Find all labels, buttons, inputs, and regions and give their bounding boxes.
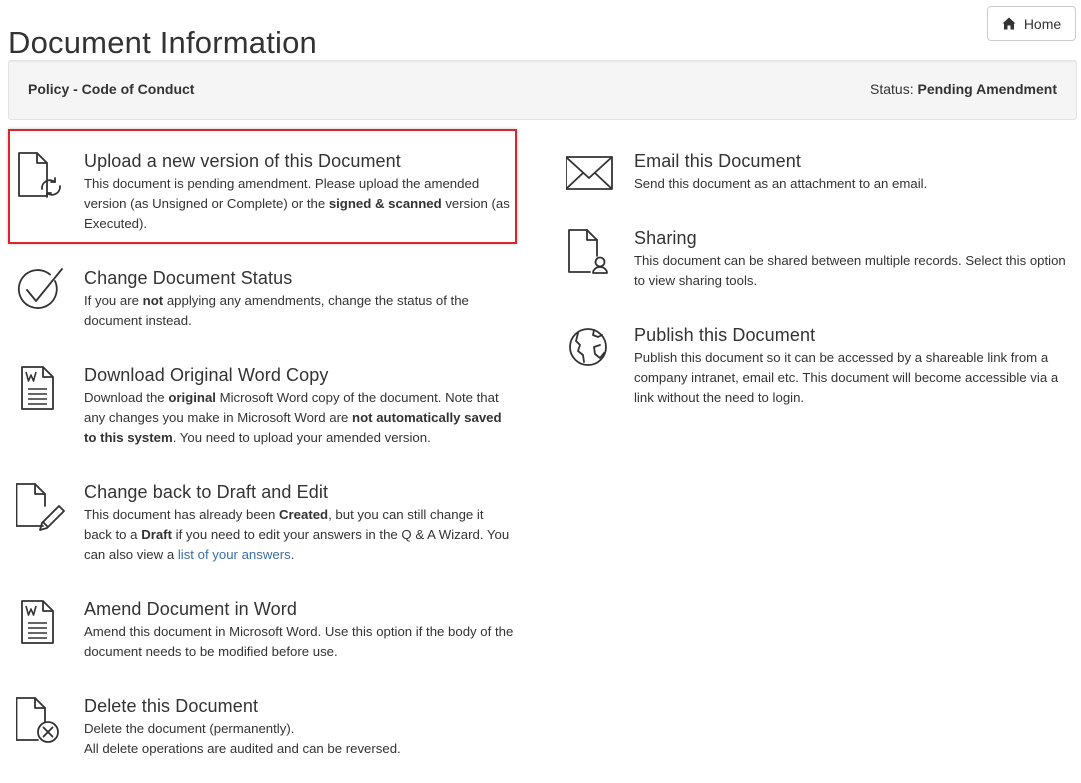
action-description: This document is pending amendment. Please upload the amended version (as Unsigned or Complete) or the signed & scanned version (as Executed).	[84, 176, 510, 231]
action-description: If you are not applying any amendments, change the status of the document instead.	[84, 293, 469, 328]
page-title: Document Information	[8, 24, 317, 60]
action-description: This document has already been Created, but you can still change it back to a Draft if you need to edit your answers in the Q & A Wizard. You can also view a list of your answers.	[84, 507, 510, 562]
home-icon	[1002, 17, 1016, 30]
action-description: Delete the document (permanently). All delete operations are audited and can be reversed.	[84, 721, 401, 756]
action-title: Sharing	[634, 228, 697, 248]
action-title: Amend Document in Word	[84, 599, 297, 619]
check-circle-icon	[16, 268, 68, 320]
document-user-icon	[566, 228, 618, 280]
envelope-icon	[566, 151, 618, 203]
action-title: Upload a new version of this Document	[84, 151, 401, 171]
document-status	[870, 81, 1057, 97]
home-button[interactable]	[987, 6, 1076, 41]
action-title: Download Original Word Copy	[84, 365, 329, 385]
action-delete-document[interactable]	[16, 696, 516, 762]
action-title: Publish this Document	[634, 325, 816, 345]
document-delete-icon	[16, 696, 68, 748]
action-description: Publish this document so it can be accessed by a shareable link from a company intranet, email etc. This document will become accessible via a link without the need to login.	[634, 350, 1059, 405]
action-title: Change Document Status	[84, 268, 293, 288]
action-amend-in-word[interactable]	[16, 599, 516, 665]
action-upload-new-version[interactable]	[16, 151, 516, 241]
action-description: Download the original Microsoft Word copy of the document. Note that any changes you make in Microsoft Word are not automatically saved to this system. You need to upload your amended version.	[84, 390, 502, 445]
word-document-icon	[16, 599, 68, 651]
status-label: Status:	[870, 81, 914, 97]
action-email-document[interactable]	[566, 151, 1076, 197]
action-sharing[interactable]	[566, 228, 1076, 294]
document-refresh-icon	[16, 151, 68, 203]
action-change-to-draft[interactable]	[16, 482, 516, 570]
action-title: Email this Document	[634, 151, 801, 171]
action-publish-document[interactable]	[566, 325, 1076, 413]
action-download-word[interactable]	[16, 365, 516, 453]
action-title: Change back to Draft and Edit	[84, 482, 329, 502]
document-name: Policy - Code of Conduct	[28, 81, 195, 97]
action-change-status[interactable]	[16, 268, 516, 334]
list-of-answers-link[interactable]: list of your answers	[177, 547, 291, 562]
globe-icon	[566, 325, 618, 377]
document-edit-icon	[16, 482, 68, 534]
action-description: This document can be shared between multiple records. Select this option to view sharing tools.	[634, 253, 1066, 288]
action-title: Delete this Document	[84, 696, 259, 716]
document-info-bar	[8, 60, 1077, 120]
action-description: Amend this document in Microsoft Word. Use this option if the body of the document needs to be modified before use.	[84, 624, 514, 659]
word-document-icon	[16, 365, 68, 417]
status-value: Pending Amendment	[917, 81, 1057, 97]
action-description: Send this document as an attachment to an email.	[634, 176, 928, 191]
home-button-label: Home	[1023, 15, 1062, 32]
